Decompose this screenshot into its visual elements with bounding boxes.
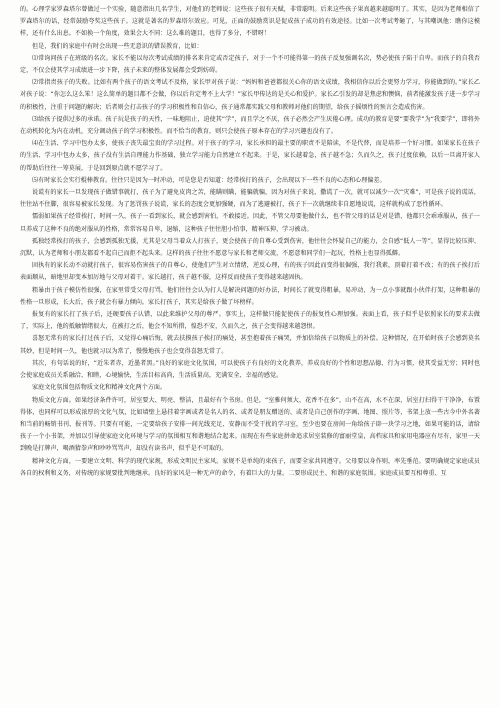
body-paragraph: 物质文化方面。如果经济条件许可，居室要大、明亮、整洁，且最好有个书房。但是，“室雅何须大，花香不在多”，山不在高，水不在深，居室打扫得干干净净，布置得体，也同样可以形成浓厚的文化气氛，比如墙壁上悬挂着字画或者是名人的名、或者是朋友赠送的、或者是自己创作的字画、地图、照片等，书架上放一些古今中外名著和当前的畅销书刊、报刊等。只要有可能，一定要给孩子安排一间光线充足、安静而不受干扰的学习室，至少也要在房间一角给孩子辟一块学习之地，如果可能的话，请给孩子一个小书架，并加以引导使家庭文化环境与学习的氛围相互和谐地结合起来。而现在有些家庭拼命追求居室装修的富丽堂皇，高档家具和家用电器应有尽有，家里一天到晚是打牌声，喝酒猜拳声和吵吵骂骂声，却没有读书声，似乎是不可取的。 [20, 396, 480, 453]
body-paragraph: ⑵常指责孩子的失败。比如有两个孩子的语文考试不及格，家长甲对孩子说：“妈妈和爸爸都很关心你的语文成绩，我相信你以后会更努力学习，你能做到的。”家长乙对孩子说：“你怎么这么笨！这么简单的题目都不会做，你以后肯定考不上大学！”家长甲传达的是关心和爱护。家长乙引发的却是焦虑和懊恼，前者能激发孩子进一步学习的积极性，注重于问题的解决；后者则会打击孩子的学习积极性和自信心，孩子通常都实践父母和教师对他们的期望，给孩子摇烦性的预言会造成伤害。 [20, 79, 480, 111]
body-paragraph: 的。心理学家罗森塔尔曾做过一个实验，随意指出几名学生，对他们的老师说：这些孩子很有天赋，非常聪明。后来这些孩子果真越来越聪明了。其实，是因为老师相信了罗森塔尔的话，经常鼓励夸奖这些孩子。这就是著名的罗森塔尔效应。可见，正面的鼓励赏识是促成孩子成功的有效途径。比如一次考试考砸了，与其嘲讽他：瞧你这模样，还有什么出息。不如换一个角度，效果会大不同：这么难的题目，也得了多分，不错呀！ [20, 6, 480, 38]
body-paragraph: 固执有的家长动不动就打孩子，很容易伤害孩子的自尊心，使他们产生对立情绪，逆反心理，有的孩子因此而变得很倔强，我行我素，顶着打着不改；有的孩子挨打后表面顺从，暗地里却变本加厉地与父母对着干。家长越打，孩子越不服，这样反而使孩子变得越来越固执。 [20, 262, 480, 282]
body-paragraph: 说谎有的家长一旦发现孩子做错事就打，孩子为了避免皮肉之苦，能瞒则瞒，能骗就骗，因为对孩子来说，撒谎了一次，就可以减少一次“灾难”，可是孩子说的谎话，往往站不住脚，很容易被家长发现。为了惩罚孩子说谎，家长的态度会更加强硬，而为了逃避被打，孩子下一次就继续非自愿地说谎，这样就构成了恶性循环。 [20, 189, 480, 209]
body-paragraph: ⑶给孩子提供过多的承诺。孩子玩是孩子的天性，一味地阻止，迫使其“学”，而且学之不厌，孩子必然会产生厌倦心理。成功的教育是要“要我学”为“我要学”，即将外在动机转化为内在动机，充分调动孩子的学习积极性。而不恰当的教育，则只会使孩子原本存在的学习兴趣也没有了。 [20, 115, 480, 136]
body-paragraph: 家庭文化氛围包括物质文化和精神文化两个方面。 [32, 384, 167, 392]
body-paragraph: 喜怒无常有的家长打过孩子后，又觉得心痛后悔，就去扶摸孩子挨打的痛处，甚至抱着孩子痛哭，并加倍给孩子以物质上的补偿。这种情况，在开始时孩子会感到莫名其妙，但是时间一久，他也就习以为常了，慢慢地孩子也会变得喜怒无常了。 [20, 335, 480, 355]
body-paragraph: 其次，有句话说的好，“近朱者赤，近墨者黑。”良好的家庭文化氛围，可以使孩子有良好的文化教养，养成良好的个性和思想品德、行为习惯，使其受益无穷；同时也会使家庭成员关系融洽、和睦，心境愉快，生活目标高尚，生活质量高，充满安全、幸福的感觉。 [20, 359, 480, 380]
body-paragraph: 报复有的家长打了孩子后，还硬要孩子认错，以此来维护父母的尊严。事实上，这样做只能促使孩子的报复性心理加强。表面上看，孩子似乎是依照家长的要求去做了，实际上，他的抵触情绪很大，在被打之后，他会不知所措，惶恐不安，久而久之，孩子会变得越来越怨恨。 [20, 311, 480, 331]
body-paragraph: ⑷在生活、学习中包办太多，使孩子丧失最宝贵的学习过程。对于孩子的学习，家长承担的最主要的职责不是陪读，不是代替，而是培养一个好习惯。如果家长在孩子的生活、学习中包办太多，孩子没有生活自理能力作基础，独立学习能力自然建立不起来。于是，家长越着急，孩子越不急；久而久之，孩子过度依赖，以后一旦离开家人的帮助后往往一筹莫展，于是回到原点就不愿学习了。 [20, 140, 480, 172]
body-paragraph: 孤独经常挨打的孩子，会感到孤独无援，尤其是父母当着众人打孩子，更会使孩子的自尊心受到伤害，他往往会怀疑自己的能力，会自感“低人一等”，显得比较压抑、沉默，认为老师和小朋友都看不起自己而拒不起头来。这样的孩子往往不愿意与家长和老师交流，不愿意和同学们一起玩，性格上也显得孤僻。 [20, 237, 480, 258]
body-paragraph: 但是，我们的家庭中有时会出现一些无意识的错误教育，比如： [32, 42, 203, 50]
body-paragraph: 懦弱如果孩子经常挨打，时间一久，孩子一看到家长，就会感到害怕，不敢接近。因此，不管父母要他做什么，也不管父母的话是对是错，他都只会乖乖服从，孩子一旦养成了这种不良的绝对服从的性格，常常容易自卑，退缩，这种孩子往往胆小怕事，精神压抑，学习被动。 [20, 213, 480, 233]
document-body [20, 4, 480, 480]
body-paragraph: ⑸有时家长会实行棍棒教育。往往只是因为一时冲动，可是您是否知道：经常挨打的孩子，会出现以下一些不良的心态和心理偏差。 [32, 176, 386, 184]
body-paragraph: 粗暴由于孩子模仿性很强，在家里常受父母打骂，他们往往会认为打人是解决问题的好办法，时间长了就变得粗暴，易冲动，为一点小事就跟小伙伴打架，这种粗暴的性格一旦形成，长大后，孩子就会有暴力倾向。家长打孩子，其实是给孩子做了坏榜样。 [20, 286, 480, 306]
body-paragraph: 精神文化方面，一要建立文明、科学的现代家规，形成文明民主家风。家规不是单纯的束孩子，而要全家共同遵守。父母要以身作则，率先垂范。要明确规定家庭成员各自的权利和义务，对传统的家规要批判地继承。良好的家风是一种无声的命令，有着巨大的力量。二要形成民主、和谐的家庭氛围。家庭成员要互相尊重、互 [20, 457, 480, 477]
body-paragraph: ⑴常询问孩子在班级的名次。家长不能以每次考试成绩的排名来肯定或否定孩子，对于一个不可能得第一的孩子反复强调名次，势必使孩子陷于自卑。而孩子的自我否定，不仅会使其学习成绩进一步下降，孩子未来的整体发展都会受到妨碍。 [20, 54, 480, 75]
